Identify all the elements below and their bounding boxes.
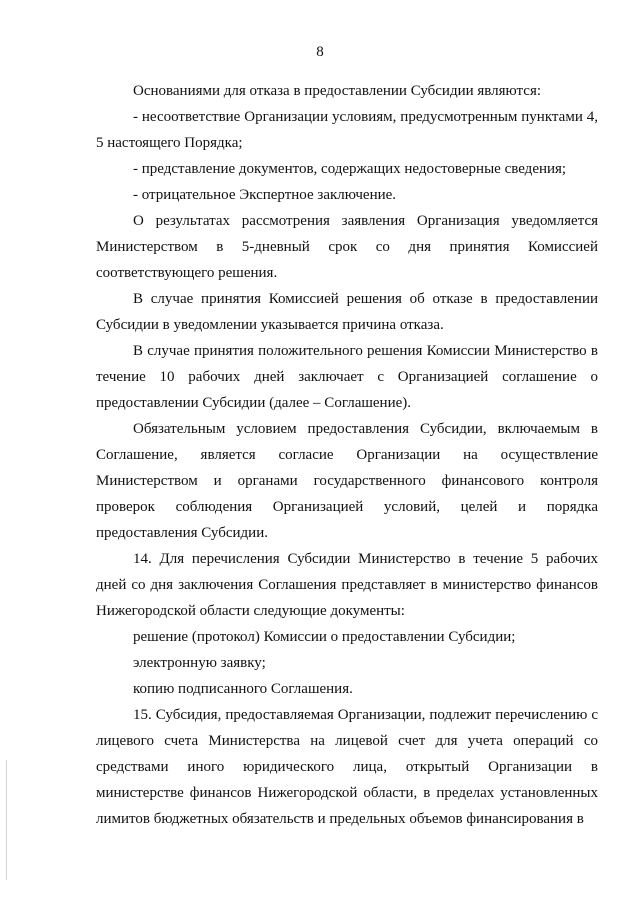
paragraph-document-decision: решение (протокол) Комиссии о предоставлении Субсидии; xyxy=(133,629,516,645)
document-body xyxy=(96,78,598,832)
paragraph-refusal-reason: В случае принятия Комиссией решения об отказе в предоставлении Субсидии в уведомлении указывается причина отказа. xyxy=(96,291,598,333)
paragraph-mandatory-condition: Обязательным условием предоставления Субсидии, включаемым в Соглашение, является согласие Организации на осуществление Министерством и органами государственного финансового контроля проверок соблюдения Организацией условий, целей и порядка предоставления Субсидии. xyxy=(96,421,598,541)
paragraph-refusal-ground-false-documents: - представление документов, содержащих недостоверные сведения; xyxy=(133,161,567,177)
paragraph-refusal-grounds-intro: Основаниями для отказа в предоставлении Субсидии являются: xyxy=(133,83,542,99)
scan-edge-mark xyxy=(6,760,7,880)
paragraph-refusal-ground-conditions: - несоответствие Организации условиям, предусмотренным пунктами 4, 5 настоящего Порядка; xyxy=(96,109,598,151)
paragraph-document-agreement-copy: копию подписанного Соглашения. xyxy=(133,681,353,697)
paragraph-document-application: электронную заявку; xyxy=(133,655,266,671)
page-number: 8 xyxy=(316,44,324,60)
paragraph-refusal-ground-expert-conclusion: - отрицательное Экспертное заключение. xyxy=(133,187,397,203)
paragraph-agreement: В случае принятия положительного решения Комиссии Министерство в течение 10 рабочих дней заключает с Организацией соглашение о предоставлении Субсидии (далее – Соглашение). xyxy=(96,343,598,411)
paragraph-section-14: 14. Для перечисления Субсидии Министерство в течение 5 рабочих дней со дня заключения Соглашения представляет в министерство финансов Нижегородской области следующие документы: xyxy=(96,551,598,619)
paragraph-notification: О результатах рассмотрения заявления Организация уведомляется Министерством в 5-дневный срок со дня принятия Комиссией соответствующего решения. xyxy=(96,213,598,281)
paragraph-section-15: 15. Субсидия, предоставляемая Организации, подлежит перечислению с лицевого счета Министерства на лицевой счет для учета операций со средствами иного юридического лица, открытый Организации в министерстве финансов Нижегородской области, в пределах установленных лимитов бюджетных обязательств и предельных объемов финансирования в xyxy=(96,707,598,827)
